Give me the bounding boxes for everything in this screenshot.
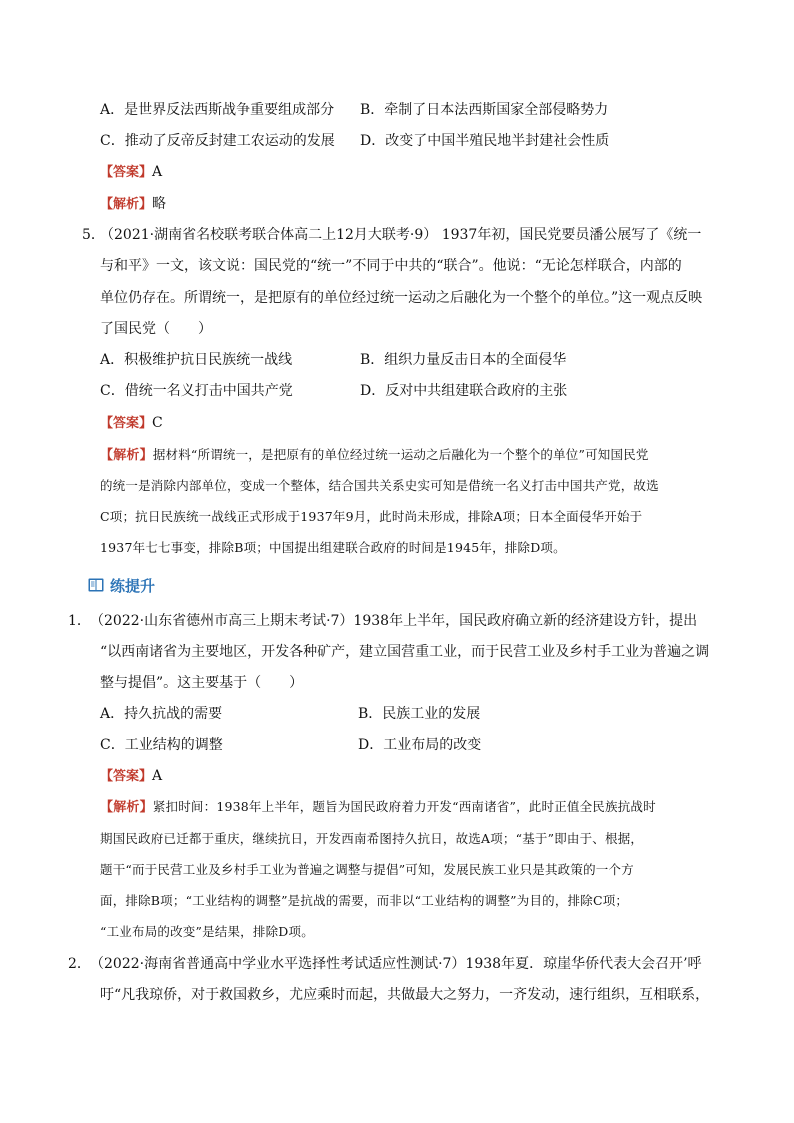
p1-answer — [100, 767, 162, 786]
analysis-label: 【解析】 — [100, 800, 153, 815]
q5-option-a: A．积极维护抗日民族统一战线 — [100, 352, 293, 368]
q5-number: 5． — [82, 227, 105, 243]
p1-option-b: B．民族工业的发展 — [358, 706, 481, 722]
q4-option-d: D．改变了中国半殖民地半封建社会性质 — [360, 133, 610, 149]
q5-stem-line1: （2021·湖南省名校联考联合体高二上12月大联考·9） 1937年初，国民党要员潘公展写了《统一 — [100, 227, 702, 243]
q5-analysis-line1 — [100, 446, 649, 465]
answer-value: A — [152, 164, 163, 180]
q4-option-a: A．是世界反法西斯战争重要组成部分 — [100, 102, 335, 118]
analysis-text: 据材料“所谓统一，是把原有的单位经过统一运动之后融化为一个整个的单位”可知国民党 — [152, 447, 649, 462]
analysis-label: 【解析】 — [100, 197, 153, 212]
p1-stem-line1: （2022·山东省德州市高三上期末考试·7）1938年上半年，国民政府确立新的经济建设方针，提出 — [90, 613, 698, 629]
p1-analysis-line5: “工业布局的改变”是结果，排除D项。 — [100, 924, 314, 939]
q5-analysis-line2: 的统一是消除内部单位，变成一个整体，结合国共关系史实可知是借统一名义打击中国共产党，故选 — [100, 478, 659, 493]
p2-number: 2． — [68, 956, 91, 972]
q5-option-b: B．组织力量反击日本的全面侵华 — [360, 352, 567, 368]
p1-analysis-line2: 期国民政府已迁都于重庆，继续抗日，开发西南希图持久抗日，故选A项；“基于”即由于、根据， — [100, 831, 644, 846]
q4-analysis — [100, 195, 166, 214]
q5-stem-line2: 与和平》一文，该文说：国民党的“统一”不同于中共的“联合”。他说：“无论怎样联合，内部的 — [100, 258, 682, 274]
q4-answer — [100, 163, 162, 182]
q4-option-b: B．牵制了日本法西斯国家全部侵略势力 — [360, 102, 609, 118]
p1-stem-line2: “以西南诸省为主要地区，开发各种矿产，建立国营重工业，而于民营工业及乡村手工业为普遍之调 — [100, 644, 710, 660]
q5-option-d: D．反对中共组建联合政府的主张 — [360, 383, 568, 399]
analysis-label: 【解析】 — [100, 448, 153, 463]
p1-option-a: A．持久抗战的需要 — [100, 706, 223, 722]
q5-option-c: C．借统一名义打击中国共产党 — [100, 383, 293, 399]
p1-number: 1． — [68, 613, 91, 629]
p1-option-d: D．工业布局的改变 — [358, 737, 482, 753]
p1-option-c: C．工业结构的调整 — [100, 737, 223, 753]
p1-analysis-line4: 面，排除B项；“工业结构的调整”是抗战的需要，而非以“工业结构的调整”为目的，排除C项； — [100, 893, 629, 908]
p1-analysis-line3: 题干“而于民营工业及乡村手工业为普遍之调整与提倡”可知，发展民族工业只是其政策的一个方 — [100, 862, 634, 877]
analysis-text: 略 — [152, 196, 167, 212]
answer-value: C — [152, 415, 163, 431]
section-title: 练提升 — [110, 576, 156, 595]
p1-analysis-line1 — [100, 798, 656, 817]
section-header — [88, 574, 155, 596]
q5-analysis-line3: C项；抗日民族统一战线正式形成于1937年9月，此时尚未形成，排除A项；日本全面侵华开始于 — [100, 509, 643, 524]
book-icon — [88, 578, 104, 592]
p1-stem-line3: 整与提倡”。这主要基于（ ） — [100, 675, 304, 691]
q4-option-c: C．推动了反帝反封建工农运动的发展 — [100, 133, 335, 149]
answer-label: 【答案】 — [100, 165, 153, 180]
answer-label: 【答案】 — [100, 769, 153, 784]
analysis-text: 紧扣时间：1938年上半年，题旨为国民政府着力开发“西南诸省”，此时正值全民族抗战时 — [152, 799, 656, 814]
answer-value: A — [152, 768, 163, 784]
q5-stem-line3: 单位仍存在。所谓统一，是把原有的单位经过统一运动之后融化为一个整个的单位。”这一观点反映 — [100, 290, 703, 306]
q5-stem-line4: 了国民党（ ） — [100, 321, 212, 337]
p2-stem-line1: （2022·海南省普通高中学业水平选择性考试适应性测试·7）1938年夏．琼崖华侨代表大会召开’呼 — [90, 956, 702, 972]
p2-stem-line2: 吁“凡我琼侨，对于救国救乡，尤应乘时而起，共做最大之努力，一齐发动，速行组织，互相联系， — [100, 987, 710, 1003]
answer-label: 【答案】 — [100, 416, 153, 431]
q5-analysis-line4: 1937年七七事变，排除B项；中国提出组建联合政府的时间是1945年，排除D项。 — [100, 540, 566, 555]
q5-answer — [100, 414, 163, 433]
